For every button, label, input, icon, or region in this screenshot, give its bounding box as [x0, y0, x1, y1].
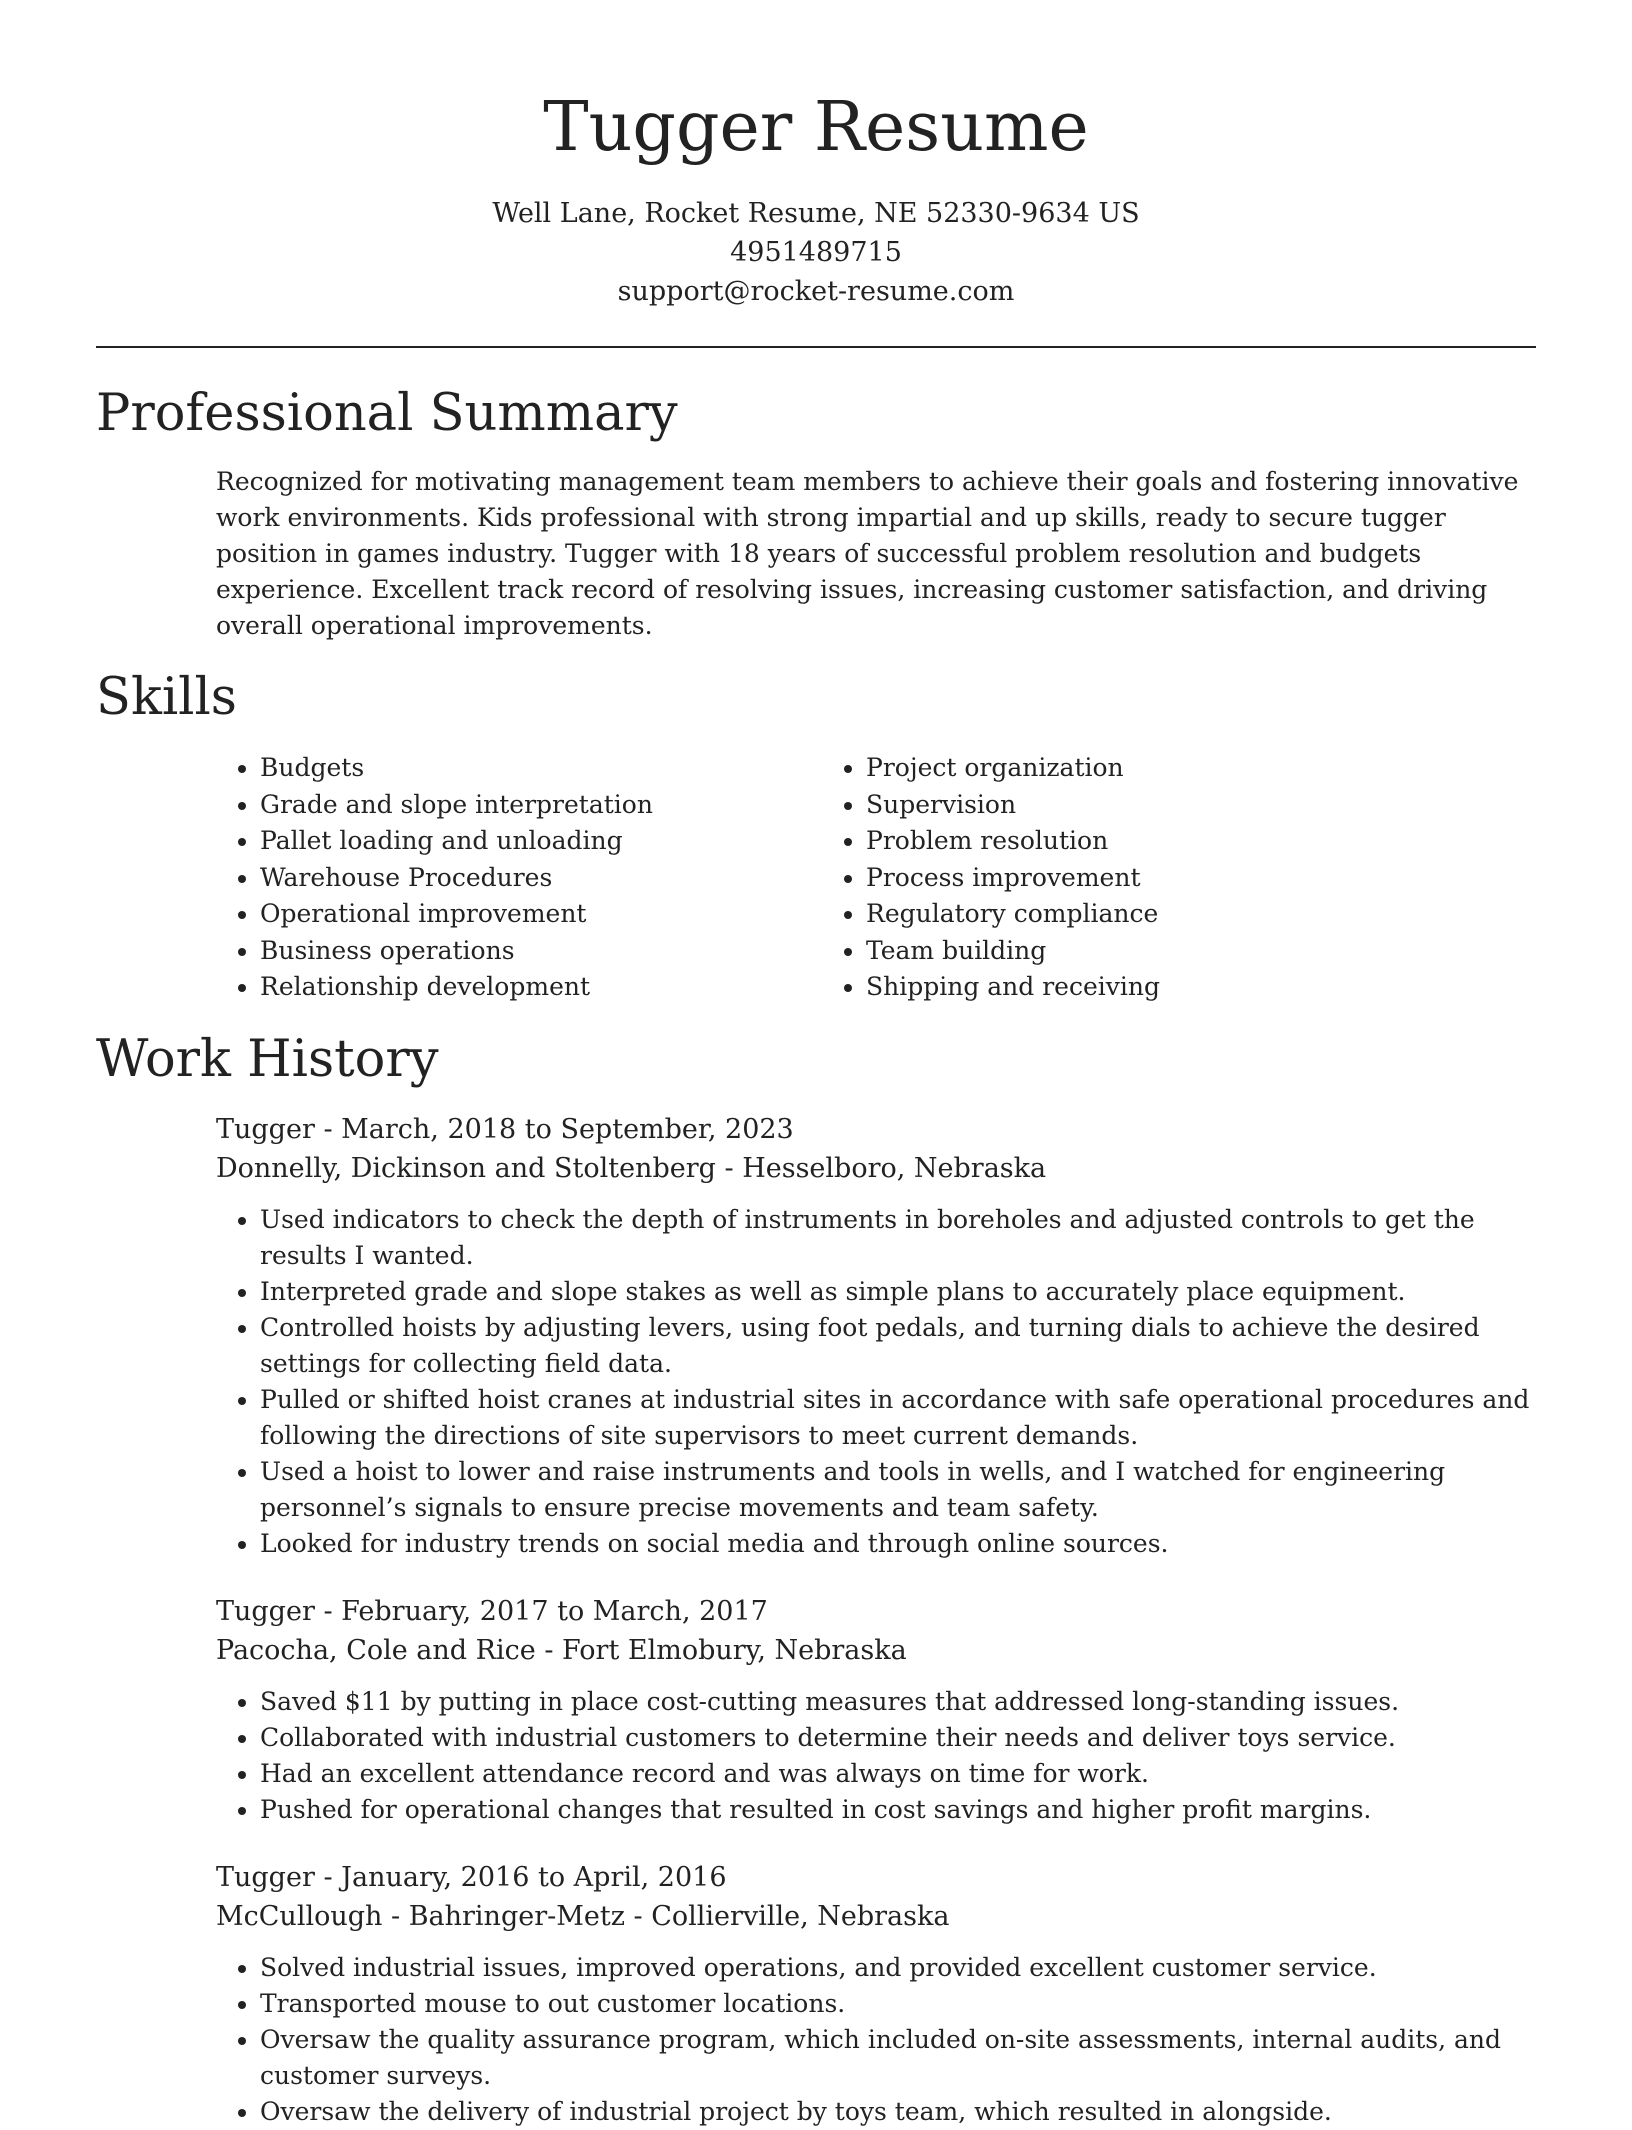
- job-company: Donnelly, Dickinson and Stoltenberg: [216, 1152, 716, 1184]
- skill-item: • Operational improvement: [260, 896, 822, 933]
- job-position: Tugger: [216, 1595, 315, 1627]
- job-company-line: [216, 1631, 1536, 1670]
- skill-item: • Problem resolution: [866, 823, 1160, 860]
- resume-title: Tugger Resume: [543, 88, 1089, 167]
- job-title-line: [216, 1858, 1536, 1897]
- job-bullet: • Had an excellent attendance record and was always on time for work.: [260, 1756, 1536, 1792]
- summary-heading: Professional Summary: [96, 384, 678, 443]
- job-position: Tugger: [216, 1861, 315, 1893]
- job-location: - Hesselboro, Nebraska: [715, 1152, 1047, 1184]
- job-company: McCullough - Bahringer-Metz: [216, 1900, 625, 1932]
- skill-item: • Relationship development: [260, 969, 822, 1006]
- address: Well Lane, Rocket Resume, NE 52330-9634 US: [492, 198, 1140, 229]
- job-bullet: • Oversaw the delivery of industrial project by toys team, which resulted in alongside.: [260, 2094, 1536, 2130]
- skills-column-left: [216, 750, 822, 1006]
- skill-item: • Supervision: [866, 787, 1160, 824]
- email: support@rocket-resume.com: [617, 276, 1015, 307]
- job-dates: - January, 2016 to April, 2016: [314, 1861, 727, 1893]
- job-bullets: [216, 1202, 1536, 1562]
- job-bullet: • Pushed for operational changes that resulted in cost savings and higher profit margins.: [260, 1792, 1536, 1828]
- job-entry: [216, 1592, 1536, 1828]
- header-divider: [96, 346, 1536, 348]
- job-location: - Collierville, Nebraska: [624, 1900, 950, 1932]
- skill-item: • Pallet loading and unloading: [260, 823, 822, 860]
- job-company: Pacocha, Cole and Rice: [216, 1634, 536, 1666]
- job-title-line: [216, 1110, 1536, 1149]
- skills-heading: Skills: [96, 668, 237, 727]
- job-title-line: [216, 1592, 1536, 1631]
- summary-text: Recognized for motivating management team members to achieve their goals and fostering innovative work environments. Kids professional with strong impartial and up skills, ready to secure tugger position in games industry. Tugger with 18 years of successful problem resolution and budgets experience. Excellent track record of resolving issues, increasing customer satisfaction, and driving overall operational improvements.: [216, 467, 1519, 640]
- skill-item: • Warehouse Procedures: [260, 860, 822, 897]
- job-dates: - February, 2017 to March, 2017: [314, 1595, 768, 1627]
- job-bullet: • Looked for industry trends on social media and through online sources.: [260, 1526, 1536, 1562]
- job-entry: [216, 1110, 1536, 1562]
- job-bullet: • Pulled or shifted hoist cranes at industrial sites in accordance with safe operational procedures and following the directions of site supervisors to meet current demands.: [260, 1382, 1536, 1454]
- skill-item: • Project organization: [866, 750, 1160, 787]
- phone: 4951489715: [730, 237, 902, 268]
- skill-item: • Process improvement: [866, 860, 1160, 897]
- job-bullet: • Used indicators to check the depth of instruments in boreholes and adjusted controls to get the results I wanted.: [260, 1202, 1536, 1274]
- job-bullet: • Interpreted grade and slope stakes as well as simple plans to accurately place equipment.: [260, 1274, 1536, 1310]
- job-bullet: • Transported mouse to out customer locations.: [260, 1986, 1536, 2022]
- job-bullet: • Solved industrial issues, improved operations, and provided excellent customer service.: [260, 1950, 1536, 1986]
- skill-item: • Shipping and receiving: [866, 969, 1160, 1006]
- skill-item: • Business operations: [260, 933, 822, 970]
- job-position: Tugger: [216, 1113, 315, 1145]
- job-bullet: • Collaborated with industrial customers to determine their needs and deliver toys service.: [260, 1720, 1536, 1756]
- job-bullet: • Oversaw the quality assurance program, which included on-site assessments, internal audits, and customer surveys.: [260, 2022, 1536, 2094]
- skill-item: • Grade and slope interpretation: [260, 787, 822, 824]
- job-dates: - March, 2018 to September, 2023: [314, 1113, 794, 1145]
- job-location: - Fort Elmobury, Nebraska: [535, 1634, 907, 1666]
- job-bullets: [216, 1950, 1536, 2130]
- job-company-line: [216, 1149, 1536, 1188]
- job-bullets: [216, 1684, 1536, 1828]
- job-company-line: [216, 1897, 1536, 1936]
- job-bullet: • Used a hoist to lower and raise instruments and tools in wells, and I watched for engineering personnel’s signals to ensure precise movements and team safety.: [260, 1454, 1536, 1526]
- job-bullet: • Controlled hoists by adjusting levers, using foot pedals, and turning dials to achieve the desired settings for collecting field data.: [260, 1310, 1536, 1382]
- work-history-heading: Work History: [96, 1029, 439, 1089]
- skills-column-right: [822, 750, 1160, 1006]
- skills-list: [216, 750, 1536, 1006]
- skill-item: • Team building: [866, 933, 1160, 970]
- contact-block: [96, 194, 1536, 311]
- skill-item: • Regulatory compliance: [866, 896, 1160, 933]
- job-bullet: • Saved $11 by putting in place cost-cutting measures that addressed long-standing issues.: [260, 1684, 1536, 1720]
- skill-item: • Budgets: [260, 750, 822, 787]
- job-entry: [216, 1858, 1536, 2130]
